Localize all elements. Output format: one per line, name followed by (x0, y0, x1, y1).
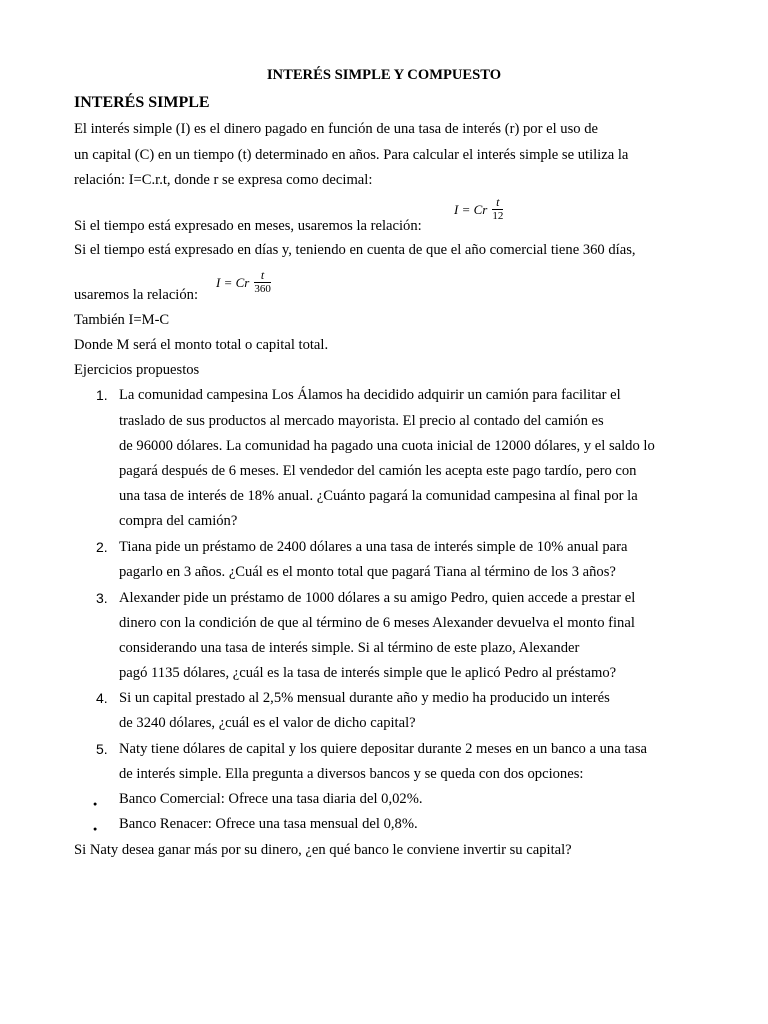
exercise-2-line-1: Tiana pide un préstamo de 2400 dólares a una tasa de interés simple de 10% anual para (119, 539, 628, 555)
also-line: También I=M-C (74, 312, 170, 328)
exercise-5-number: 5. (96, 741, 108, 757)
exercise-5-line-2: de interés simple. Ella pregunta a diversos bancos y se queda con dos opciones: (119, 766, 584, 782)
exercise-4-line-1: Si un capital prestado al 2,5% mensual durante año y medio ha producido un interés (119, 690, 610, 706)
formula-days-denominator: 360 (254, 283, 271, 295)
exercise-4-number: 4. (96, 690, 108, 706)
exercise-3-line-4: pagó 1135 dólares, ¿cuál es la tasa de interés simple que le aplicó Pedro al préstamo? (119, 665, 617, 681)
bullet-item-1: Banco Comercial: Ofrece una tasa diaria del 0,02%. (119, 791, 423, 807)
formula-days-fraction (254, 269, 271, 296)
formula-months-fraction (492, 196, 503, 223)
formula-months-denominator: 12 (492, 210, 504, 222)
exercise-1-line-6: compra del camión? (119, 513, 238, 529)
formula-months-lhs: I = Cr (454, 201, 488, 217)
bullet-item-2: Banco Renacer: Ofrece una tasa mensual del 0,8%. (119, 816, 418, 832)
exercise-1-line-3: de 96000 dólares. La comunidad ha pagado una cuota inicial de 12000 dólares, y el saldo lo (119, 438, 655, 454)
days-line-2: usaremos la relación: (74, 287, 198, 303)
exercise-1-line-2: traslado de sus productos al mercado mayorista. El precio al contado del camión es (119, 413, 604, 429)
exercises-label: Ejercicios propuestos (74, 362, 200, 378)
exercise-3-line-1: Alexander pide un préstamo de 1000 dólares a su amigo Pedro, quien accede a prestar el (119, 590, 636, 606)
intro-line-2: un capital (C) en un tiempo (t) determinado en años. Para calcular el interés simple se utiliza la (74, 147, 629, 163)
intro-line-3: relación: I=C.r.t, donde r se expresa como decimal: (74, 172, 373, 188)
exercise-3-line-3: considerando una tasa de interés simple. Si al término de este plazo, Alexander (119, 640, 580, 656)
days-line: Si el tiempo está expresado en días y, teniendo en cuenta de que el año comercial tiene 360 días, (74, 242, 636, 258)
intro-line-1: El interés simple (I) es el dinero pagado en función de una tasa de interés (r) por el uso de (74, 121, 598, 137)
bullet-icon: ● (93, 825, 98, 833)
section-heading: INTERÉS SIMPLE (74, 94, 210, 111)
document-title: INTERÉS SIMPLE Y COMPUESTO (266, 67, 502, 83)
exercise-1-line-5: una tasa de interés de 18% anual. ¿Cuánto pagará la comunidad campesina al final por la (119, 488, 638, 504)
exercise-2-line-2: pagarlo en 3 años. ¿Cuál es el monto total que pagará Tiana al término de los 3 años? (119, 564, 616, 580)
exercise-4-line-2: de 3240 dólares, ¿cuál es el valor de dicho capital? (119, 715, 416, 731)
exercise-5-line-1: Naty tiene dólares de capital y los quiere depositar durante 2 meses en un banco a una tasa (119, 741, 648, 757)
exercise-1-line-1: La comunidad campesina Los Álamos ha decidido adquirir un camión para facilitar el (119, 387, 621, 403)
bullet-icon: ● (93, 800, 98, 808)
formula-months-numerator: t (496, 195, 500, 209)
exercise-2-number: 2. (96, 539, 108, 555)
formula-months (454, 196, 503, 223)
months-line: Si el tiempo está expresado en meses, usaremos la relación: (74, 218, 422, 234)
formula-days-lhs: I = Cr (216, 274, 250, 290)
exercise-1-number: 1. (96, 387, 108, 403)
exercise-3-number: 3. (96, 590, 108, 606)
exercise-1-line-4: pagará después de 6 meses. El vendedor del camión les acepta este pago tardío, pero con (119, 463, 637, 479)
where-line: Donde M será el monto total o capital total. (74, 337, 329, 353)
exercise-3-line-2: dinero con la condición de que al término de 6 meses Alexander devuelva el monto final (119, 615, 635, 631)
formula-days (216, 269, 271, 296)
formula-days-numerator: t (260, 268, 265, 282)
final-question: Si Naty desea ganar más por su dinero, ¿en qué banco le conviene invertir su capital? (74, 842, 572, 858)
